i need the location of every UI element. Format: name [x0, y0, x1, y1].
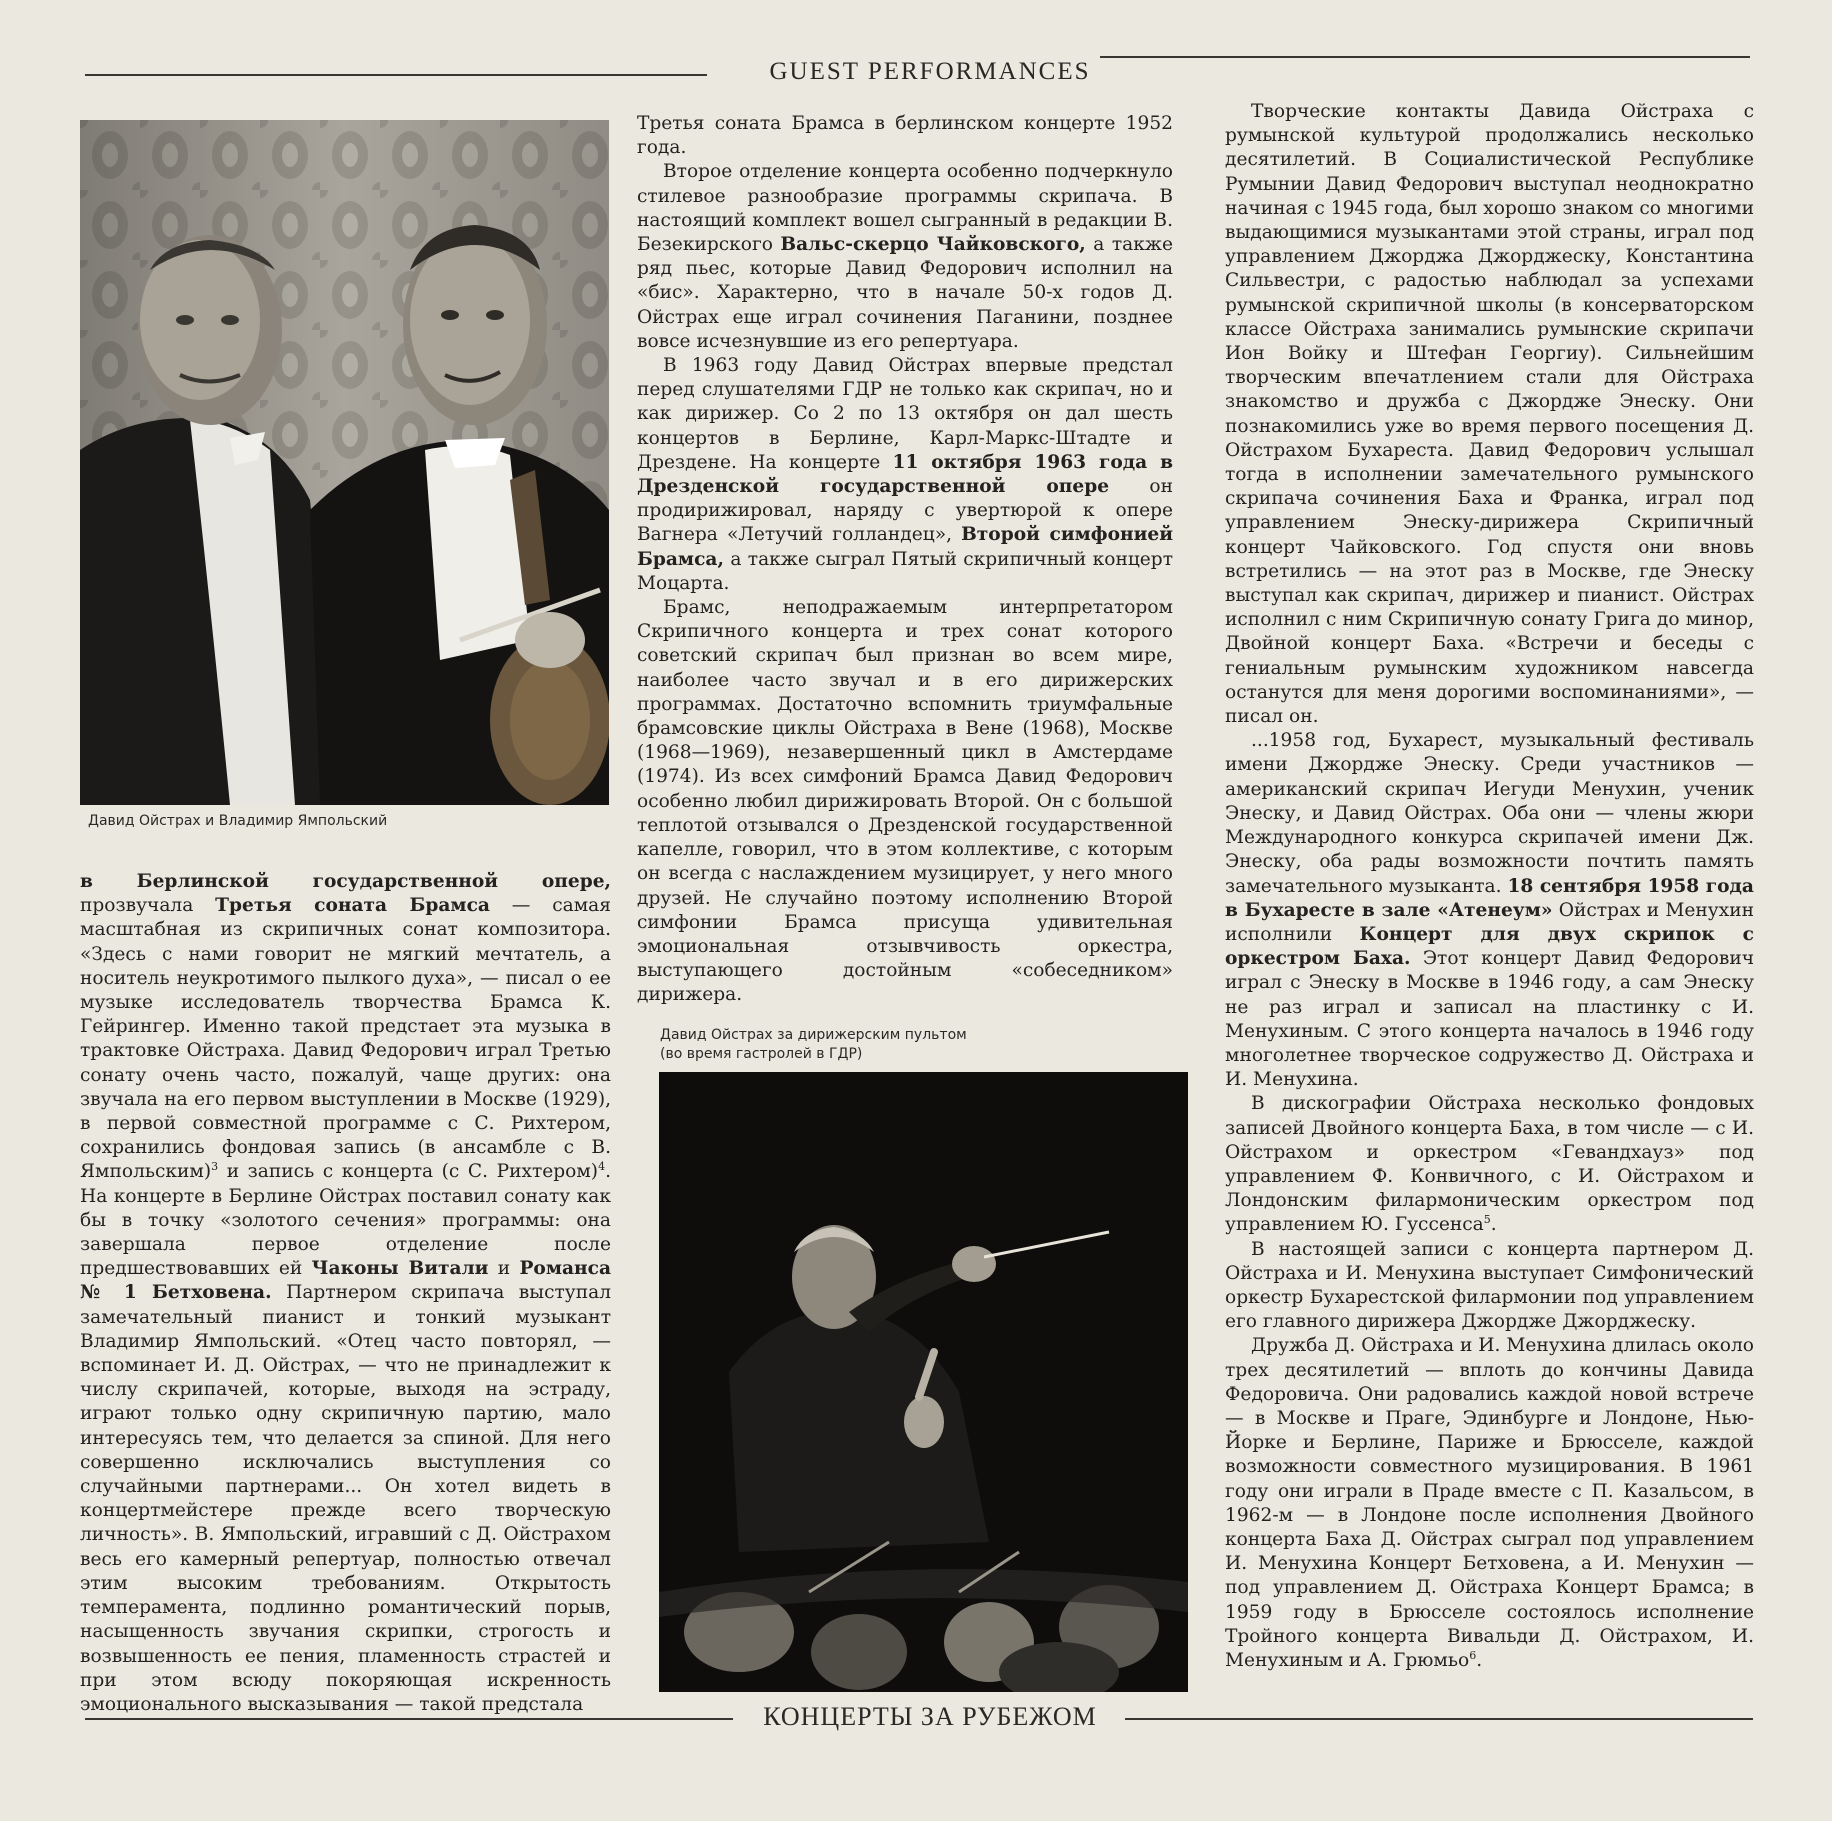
col1-paragraph — [80, 870, 611, 1717]
col2-paragraph — [637, 160, 1173, 354]
text-run: и — [488, 1258, 520, 1280]
col3-paragraph — [1225, 729, 1754, 1092]
bold-phrase: Романса № 1 Бетховена. — [80, 1258, 611, 1304]
text-run: — самая масштабная из скрипичных сонат композитора. «Здесь с нами говорит не мягкий мечтатель, а носитель неукротимого пылкого духа», — писал о ее музыке исследователь творчества Брамса К. Гейрингер. Именно такой предстает эта музыка в трактовке Ойстраха. Давид Федорович играл Третью сонату очень часто, пожалуй, чаще других: она звучала на его первом выступлении в Москве (1929), в первой совместной программе с С. Рихтером, сохранились фондовая запись (в ансамбле с В. Ямпольским) — [80, 895, 611, 1183]
text-run: В 1963 году Давид Ойстрах впервые предстал перед слушателями ГДР не только как скрипач, но и как дирижер. Со 2 по 13 октября он дал шесть концертов в Берлине, Карл-Маркс-Штадте и Дрездене. На концерте — [637, 355, 1173, 473]
bold-phrase: Вальс-скерцо Чайковского, — [780, 234, 1086, 256]
photo-oistrakh-conducting — [659, 1072, 1188, 1692]
text-run: . На концерте в Берлине Ойстрах поставил сонату как бы в точку «золотого сечения» программы: она завершала первое отделение после предшествовавших ей — [80, 1161, 611, 1280]
photo-oistrakh-conducting-image — [659, 1072, 1188, 1692]
bold-phrase: 11 октября 1963 года в Дрезденской государственной опере — [637, 451, 1173, 498]
col3-paragraph: Творческие контакты Давида Ойстраха с румынской культурой продолжались несколько десятилетий. В Социалистической Республике Румынии Давид Федорович выступал неоднократно начиная с 1945 года, был хорошо знаком со многими выдающимися музыкантами этой страны, играл под управлением Джорджа Джорджеску, Константина Сильвестри, с радостью наблюдал за успехами румынской скрипичной школы (в консерваторском классе Ойстраха занимались румынские скрипачи Ион Войку и Штефан Георгиу). Сильнейшим творческим впечатлением стали для Ойстраха знакомство и дружба с Джордже Энеску. Они познакомились уже во время первого посещения Д. Ойстрахом Бухареста. Давид Федорович услышал тогда в исполнении замечательного румынского скрипача сочинения Баха и Франка, играл под управлением Энеску-дирижера Скрипичный концерт Чайковского. Год спустя они вновь встретились — на этот раз в Москве, где Энеску выступал как скрипач, дирижер и пианист. Ойстрах исполнил с ним Скрипичную сонату Грига до минор, Двойной концерт Баха. «Встречи и беседы с гениальным румынским художником навсегда останутся для меня дорогими воспоминаниями», — писал он. — [1225, 101, 1754, 728]
header-rule-right — [1100, 56, 1750, 58]
photo-caption-2 — [660, 1026, 1180, 1064]
bold-phrase: Второй симфонией Брамса, — [637, 524, 1173, 570]
col2-paragraph: Третья соната Брамса в берлинском концерте 1952 года. — [637, 113, 1173, 159]
col2-paragraph — [637, 354, 1173, 596]
footnote-ref: 3 — [211, 1160, 219, 1174]
text-run: Ойстрах и Менухин исполнили — [1225, 899, 1754, 945]
col2-paragraph: Брамс, неподражаемым интерпретатором Скрипичного концерта и трех сонат которого советский скрипач был признан во всем мире, наиболее часто звучал и в его дирижерских программах. Достаточно вспомнить триумфальные брамсовские циклы Ойстраха в Вене (1968), Москве (1968—1969), незавершенный цикл в Амстердаме (1974). Из всех симфоний Брамса Давид Федорович особенно любил дирижировать Второй. Он с большой теплотой отзывался о Дрезденской государственной капелле, говорил, что в этом коллективе, с которым он всегда с наслаждением музицирует, у него много друзей. Не случайно поэтому исполнению Второй симфонии Брамса присуща удивительная эмоциональная отзывчивость оркестра, выступающего достойным «собеседником» дирижера. — [637, 597, 1173, 1006]
text-run: а также ряд пьес, которые Давид Федорович исполнил на «бис». Характерно, что в начале 50-х годов Д. Ойстрах еще играл сочинения Паганини, позднее вовсе исчезнувшие из его репертуара. — [637, 234, 1173, 352]
col3-paragraph — [1225, 1334, 1754, 1673]
bold-phrase: 18 сентября 1958 года в Бухаресте в зале «Атенеум» — [1225, 875, 1754, 921]
text-run: Этот концерт Давид Федорович играл с Энеску в Москве в 1946 году, а сам Энеску не раз играл и записал на пластинку с И. Менухиным. С этого концерта началось в 1946 году многолетнее творческое содружество Д. Ойстраха и И. Менухина. — [1225, 948, 1754, 1091]
footnote-ref: 6 — [1469, 1648, 1477, 1662]
photo-caption-2-line2: (во время гастролей в ГДР) — [660, 1046, 863, 1062]
header-rule-left — [85, 74, 707, 76]
text-run: а также сыграл Пятый скрипичный концерт Моцарта. — [637, 548, 1173, 594]
bold-phrase: Концерт для двух скрипок с оркестром Баха. — [1225, 923, 1755, 970]
bold-phrase: в Берлинской государственной опере, — [80, 871, 611, 892]
text-run: он продирижировал, наряду с увертюрой к опере Вагнера «Летучий голландец», — [637, 476, 1173, 546]
text-run: ...1958 год, Бухарест, музыкальный фестиваль имени Джордже Энеску. Среди участников — американский скрипач Иегуди Менухин, ученик Энеску, и Давид Ойстрах. Оба они — члены жюри Международного конкурса скрипачей имени Дж. Энеску, оба рады возможности почтить память замечательного музыканта. — [1225, 730, 1754, 897]
footnote-ref: 5 — [1483, 1213, 1491, 1227]
text-run: В дискографии Ойстраха несколько фондовых записей Двойного концерта Баха, в том числе — с И. Ойстрахом и оркестром «Гевандхауз» под управлением Ф. Конвичного, с И. Ойстрахом и Лондонским филармоническим оркестром под управлением Ю. Гуссенса — [1225, 1093, 1754, 1236]
bold-phrase: Чаконы Витали — [311, 1258, 489, 1280]
footnote-ref: 4 — [598, 1160, 606, 1174]
text-run: Дружба Д. Ойстраха и И. Менухина длилась около трех десятилетий — вплоть до кончины Давида Федоровича. Они радовались каждой новой встрече — в Москве и Праге, Эдинбурге и Лондоне, Нью-Йорке и Берлине, Париже и Брюсселе, каждой возможности совместного музицирования. В 1961 году они играли в Праде вместе с П. Казальсом, в 1962-м — в Лондоне после исполнения Двойного концерта Баха Д. Ойстрах сыграл под управлением И. Менухина Концерт Бетховена, а И. Менухин — под управлением Д. Ойстраха Концерт Брамса; в 1959 году в Брюсселе состоялось исполнение Тройного концерта Вивальди Д. Ойстрахом, И. Менухиным и А. Грюмьо — [1225, 1335, 1754, 1671]
text-column-3 — [1225, 100, 1754, 1673]
text-run: Второе отделение концерта особенно подчеркнуло стилевое разнообразие программы скрипача. В настоящий комплект вошел сыгранный в редакции В. Безекирского — [637, 161, 1173, 256]
text-run: Партнером скрипача выступал замечательный пианист и тонкий музыкант Владимир Ямпольский. «Отец часто повторял, — вспоминает И. Д. Ойстрах, — что не принадлежит к числу скрипачей, которые, выходя на эстраду, играют только одну скрипичную партию, мало интересуясь тем, что делается за спиной. Для него совершенно исключались выступления со случайными партнерами... Он хотел видеть в концертмейстере прежде всего творческую личность». В. Ямпольский, игравший с Д. Ойстрахом весь его камерный репертуар, полностью отвечал этим высоким требованиям. Открытость темперамента, подлинно романтический порыв, насыщенность звучания скрипки, строгость и возвышенность ее пения, пламенность страстей и при этом всюду покоряющая искренность эмоционального высказывания — такой предстала — [80, 1282, 612, 1715]
text-run: и запись с концерта (с С. Рихтером) — [218, 1161, 599, 1183]
page-footer-title: КОНЦЕРТЫ ЗА РУБЕЖОМ — [763, 1702, 1097, 1731]
text-column-2 — [637, 112, 1173, 1008]
photo-oistrakh-yampolsky — [80, 120, 609, 805]
col3-paragraph: В настоящей записи с концерта партнером Д. Ойстраха и И. Менухина выступает Симфонический оркестр Бухарестской филармонии под управлением его главного дирижера Джордже Джорджеску. — [1225, 1238, 1754, 1333]
photo-caption-2-line1: Давид Ойстрах за дирижерским пультом — [660, 1027, 967, 1043]
footer-rule-left — [85, 1718, 733, 1720]
col3-paragraph — [1225, 1092, 1754, 1237]
text-run: . — [1490, 1214, 1497, 1236]
text-column-1 — [80, 870, 611, 1717]
text-run: . — [1476, 1650, 1483, 1671]
text-run: прозвучала — [80, 895, 216, 917]
page-header-title: GUEST PERFORMANCES — [769, 58, 1091, 85]
bold-phrase: Третья соната Брамса — [215, 895, 490, 917]
footer-rule-right — [1125, 1718, 1753, 1720]
photo-oistrakh-yampolsky-image — [80, 120, 609, 805]
photo-caption-1: Давид Ойстрах и Владимир Ямпольский — [88, 813, 388, 829]
